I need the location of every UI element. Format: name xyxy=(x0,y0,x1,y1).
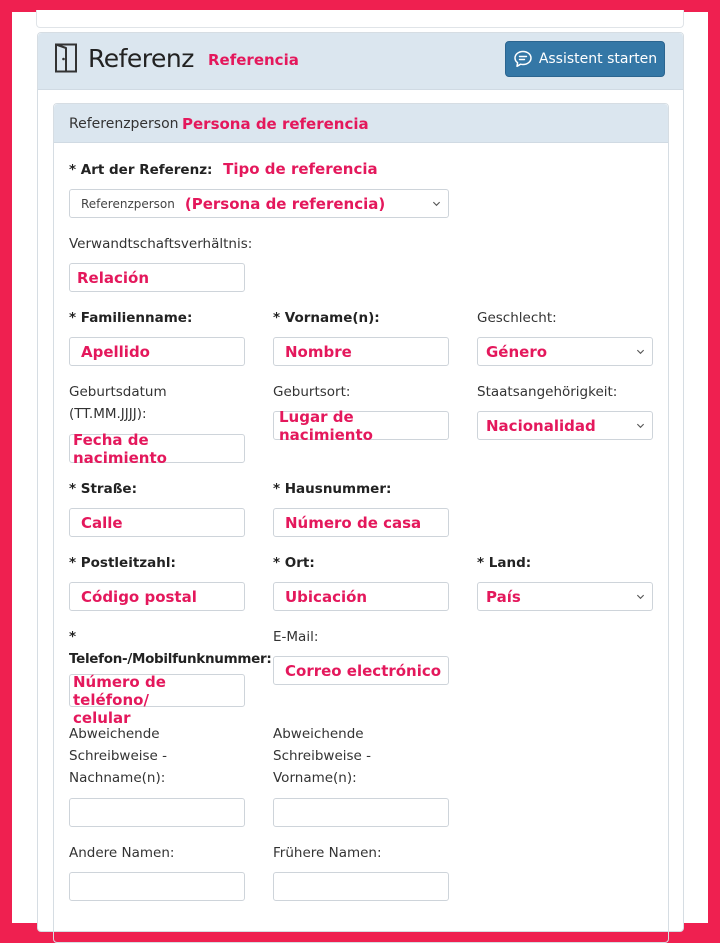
page-frame xyxy=(12,12,708,923)
plz-label: * Postleitzahl: xyxy=(69,555,176,571)
telefon-input[interactable] xyxy=(69,673,245,727)
reference-person-panel xyxy=(53,103,669,943)
familienname-value: Apellido xyxy=(81,342,150,361)
door-icon xyxy=(54,43,78,73)
abw-vorname-input[interactable] xyxy=(273,798,449,827)
start-assistant-label: Assistent starten xyxy=(538,51,658,67)
staatsangehoerigkeit-label: Staatsangehörigkeit: xyxy=(477,384,618,400)
chevron-down-icon xyxy=(432,199,441,208)
land-value: País xyxy=(486,587,521,606)
geschlecht-value: Género xyxy=(486,342,548,361)
vorname-input[interactable] xyxy=(273,337,449,366)
ort-input[interactable] xyxy=(273,582,449,611)
page-title: Referenz xyxy=(88,44,194,73)
panel-title-translation: Persona de referencia xyxy=(182,115,369,133)
plz-value: Código postal xyxy=(81,587,197,606)
art-select-value: Referenzperson xyxy=(81,196,175,211)
familienname-input[interactable] xyxy=(69,337,245,366)
strasse-input[interactable] xyxy=(69,508,245,537)
card-header xyxy=(38,33,683,90)
vorname-label: * Vorname(n): xyxy=(273,310,380,326)
geschlecht-select[interactable] xyxy=(477,337,653,366)
geburtsort-value: Lugar de nacimiento xyxy=(279,407,373,444)
referenz-card xyxy=(37,32,684,932)
strasse-value: Calle xyxy=(81,513,123,532)
land-label: * Land: xyxy=(477,555,532,571)
andere-namen-label: Andere Namen: xyxy=(69,845,175,861)
art-label: * Art der Referenz: Tipo de referencia xyxy=(69,160,378,178)
vorname-value: Nombre xyxy=(285,342,352,361)
email-label: E-Mail: xyxy=(273,629,319,645)
fruehere-namen-input[interactable] xyxy=(273,872,449,901)
hausnummer-value: Número de casa xyxy=(285,513,422,532)
abw-nachname-input[interactable] xyxy=(69,798,245,827)
andere-namen-input[interactable] xyxy=(69,872,245,901)
art-select-value-translation: (Persona de referencia) xyxy=(184,194,386,213)
verwandtschaft-label: Verwandtschaftsverhältnis: xyxy=(69,236,253,252)
panel-header xyxy=(54,104,668,143)
telefon-label: * Telefon-/Mobilfunknummer: xyxy=(69,629,272,667)
telefon-value: Número de teléfono/ celular xyxy=(73,673,166,727)
geburtsort-input[interactable] xyxy=(273,407,449,444)
email-value: Correo electrónico xyxy=(285,661,442,680)
geburtsdatum-label: Geburtsdatum (TT.MM.JJJJ): xyxy=(69,384,167,422)
plz-input[interactable] xyxy=(69,582,245,611)
geburtsdatum-value: Fecha de nacimiento xyxy=(73,430,167,467)
email-input[interactable] xyxy=(273,656,449,685)
geburtsort-label: Geburtsort: xyxy=(273,384,351,400)
staatsangehoerigkeit-select[interactable] xyxy=(477,411,653,440)
familienname-label: * Familienname: xyxy=(69,310,193,326)
panel-title: Referenzperson xyxy=(69,116,179,132)
strasse-label: * Straße: xyxy=(69,481,137,497)
start-assistant-button[interactable] xyxy=(505,41,665,77)
abw-vorname-label: Abweichende Schreibweise - Vorname(n): xyxy=(273,726,372,786)
abw-nachname-label: Abweichende Schreibweise - Nachname(n): xyxy=(69,726,168,786)
hausnummer-input[interactable] xyxy=(273,508,449,537)
chevron-down-icon xyxy=(636,347,645,356)
art-select[interactable] xyxy=(69,189,449,218)
chat-bubble-icon xyxy=(513,49,533,69)
verwandtschaft-input[interactable] xyxy=(69,263,245,292)
geburtsdatum-input[interactable] xyxy=(69,430,245,467)
fruehere-namen-label: Frühere Namen: xyxy=(273,845,382,861)
ort-label: * Ort: xyxy=(273,555,315,571)
chevron-down-icon xyxy=(636,592,645,601)
land-select[interactable] xyxy=(477,582,653,611)
hausnummer-label: * Hausnummer: xyxy=(273,481,392,497)
chevron-down-icon xyxy=(636,421,645,430)
verwandtschaft-value: Relación xyxy=(77,268,150,287)
art-label-translation: Tipo de referencia xyxy=(223,160,378,178)
previous-card-edge xyxy=(36,10,684,28)
page-title-translation: Referencia xyxy=(208,51,299,69)
ort-value: Ubicación xyxy=(285,587,368,606)
staatsangehoerigkeit-value: Nacionalidad xyxy=(486,416,596,435)
geschlecht-label: Geschlecht: xyxy=(477,310,557,326)
